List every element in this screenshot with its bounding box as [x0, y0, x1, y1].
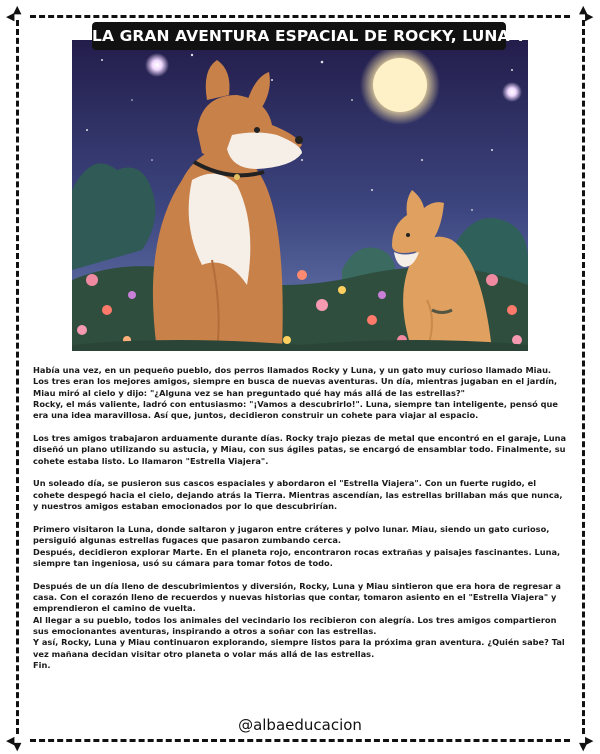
story-paragraph: Rocky, el más valiente, ladró con entusiasmo: "¡Vamos a descubrirlo!". Luna, siempre tan inteligente, pensó que era una idea maravillosa. Así que, juntos, decidieron construir un cohete para viajar al espacio.	[33, 399, 559, 421]
story-paragraph: Después de un día lleno de descubrimientos y diversión, Rocky, Luna y Miau sintieron que era hora de regresar a casa. Con el corazón lleno de recuerdos y nuevas historias que contar, tomaron asiento en el "Estrella Viajera" y emprendieron el camino de vuelta.	[33, 580, 561, 614]
arrow-down-icon: ▼	[579, 740, 588, 753]
arrow-right-icon: ▶	[585, 10, 594, 23]
right-dashed-border	[582, 20, 585, 734]
dog-and-cat-under-moon-illustration	[72, 40, 528, 351]
arrow-right-icon: ▶	[585, 734, 594, 747]
top-dashed-border	[30, 15, 570, 18]
arrow-up-icon: ▲	[579, 3, 588, 16]
story-paragraph: Primero visitaron la Luna, donde saltaron y jugaron entre cráteres y polvo lunar. Miau, siendo un gato curioso, persiguió algunas estrellas fugaces que pasaron zumbando cerca.	[33, 523, 550, 546]
story-text	[33, 365, 568, 671]
paragraph-gap	[33, 467, 568, 478]
arrow-down-icon: ▼	[13, 740, 22, 753]
story-paragraph: Un soleado día, se pusieron sus cascos espaciales y abordaron el "Estrella Viajera". Con un fuerte rugido, el cohete despegó hacia el cielo, dejando atrás la Tierra. Mientras ascendían, las estrellas brillaban más que nunca, y nuestros amigos estaban emocionados por lo que descubrirían.	[33, 478, 563, 512]
story-paragraph: Había una vez, en un pequeño pueblo, dos perros llamados Rocky y Luna, y un gato muy curioso llamado Miau. Los tres eran los mejores amigos, siempre en busca de nuevas aventuras. Un día, mientras jugaban en el jardín, Miau miró al cielo y dijo: "¿Alguna vez se han preguntado qué hay más allá de las estrellas?"	[33, 365, 558, 398]
paragraph-gap	[33, 569, 568, 580]
story-paragraph: Después, decidieron explorar Marte. En el planeta rojo, encontraron rocas extrañas y paisajes fascinantes. Luna, siempre tan ingeniosa, usó su cámara para tomar fotos de todo.	[33, 546, 561, 568]
story-ending: Fin.	[33, 659, 51, 670]
story-paragraph: Los tres amigos trabajaron arduamente durante días. Rocky trajo piezas de metal que encontró en el garaje, Luna diseñó un plano utilizando su astucia, y Miau, con sus ágiles patas, se encargó de ensamblar todo. Finalmente, su cohete estaba listo. Lo llamaron "Estrella Viajera".	[33, 433, 567, 466]
paragraph-gap	[33, 512, 568, 523]
arrow-left-icon: ◀	[6, 734, 15, 747]
story-illustration	[72, 40, 528, 351]
arrow-up-icon: ▲	[13, 3, 22, 16]
paragraph-gap	[33, 422, 568, 433]
page-title: LA GRAN AVENTURA ESPACIAL DE ROCKY, LUNA Y MIAU	[92, 22, 506, 50]
arrow-left-icon: ◀	[6, 10, 15, 23]
author-handle: @albaeducacion	[238, 716, 362, 734]
left-dashed-border	[16, 20, 19, 734]
bottom-dashed-border	[30, 739, 570, 742]
story-paragraph: Y así, Rocky, Luna y Miau continuaron explorando, siempre listos para la próxima gran aventura. ¿Quién sabe? Tal vez mañana decidan visitar otro planeta o volar más allá de las estrellas.	[33, 637, 565, 659]
story-paragraph: Al llegar a su pueblo, todos los animales del vecindario los recibieron con alegría. Los tres amigos compartieron sus emocionantes aventuras, inspirando a otros a soñar con las estrellas.	[33, 614, 557, 636]
